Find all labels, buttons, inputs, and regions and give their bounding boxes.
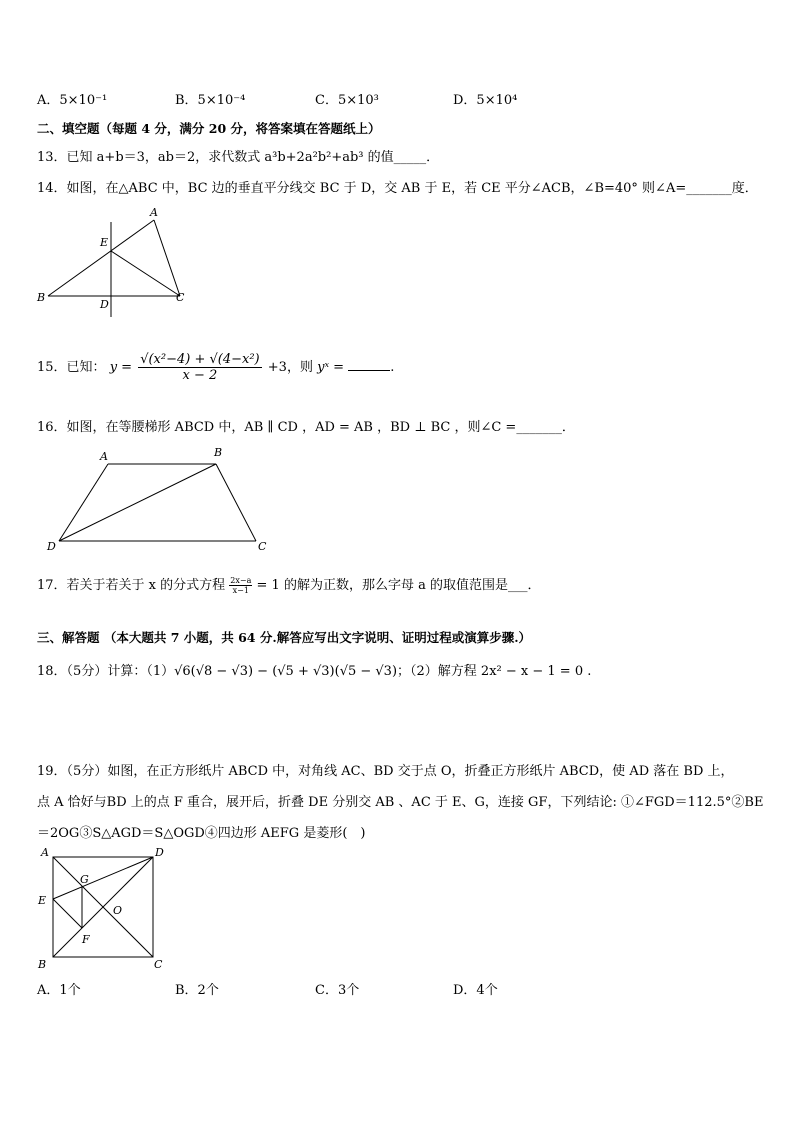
question-16: 16．如图，在等腰梯形 ABCD 中，AB ∥ CD ，AD = AB ，BD ⊥ BC ，则∠C =_______．	[37, 420, 575, 435]
question-18: 18．（5分）计算：（1）√6(√8 − √3) − (√5 + √3)(√5 − √3)；（2）解方程 2x² − x − 1 = 0 .	[37, 664, 592, 679]
question-17	[37, 574, 540, 595]
q19-label-c: C	[154, 958, 163, 971]
q14-label-b: B	[37, 291, 46, 304]
q16-label-d: D	[47, 540, 56, 553]
q19-figure	[33, 842, 173, 972]
question-19-line1: 19．（5分）如图，在正方形纸片 ABCD 中，对角线 AC、BD 交于点 O，折叠正方形纸片 ABCD，使 AD 落在 BD 上，	[37, 764, 734, 779]
q17-eq: = 1	[256, 578, 280, 593]
q17-frac-den: x−1	[232, 586, 249, 595]
q19-label-e: E	[38, 894, 47, 907]
q14-label-d: D	[100, 298, 109, 311]
q19-option-b: B．2个	[175, 983, 219, 998]
q19-label-o: O	[113, 904, 123, 917]
q14-segment-ac	[154, 220, 180, 296]
q19-option-a: A．1个	[37, 983, 81, 998]
q17-frac-num: 2x−a	[230, 576, 252, 585]
q16-label-a: A	[100, 450, 108, 463]
q15-plus3: +3，则	[267, 360, 313, 375]
q12-option-a: A．5×10⁻¹	[37, 93, 108, 108]
q19-label-a: A	[41, 846, 49, 859]
q17-before: 17．若关于若关于 x 的分式方程	[37, 578, 226, 593]
section-2-title: 二、填空题（每题 4 分，满分 20 分，将答案填在答题纸上）	[37, 121, 381, 136]
q15-fraction	[138, 352, 261, 383]
q19-segment-ef	[53, 899, 82, 928]
q14-label-e: E	[100, 236, 109, 249]
q16-segment-bc	[216, 464, 256, 541]
q14-label-a: A	[150, 206, 158, 219]
q14-label-c: C	[176, 291, 185, 304]
q12-option-d: D．5×10⁴	[453, 93, 518, 108]
q19-label-f: F	[82, 933, 90, 946]
q19-segment-de	[53, 857, 153, 899]
q17-fraction	[229, 576, 252, 595]
q12-option-b: B．5×10⁻⁴	[175, 93, 246, 108]
q16-figure	[40, 444, 280, 554]
q16-label-c: C	[258, 540, 267, 553]
q15-y-pow: yˣ =	[317, 360, 345, 375]
q19-option-c: C．3个	[315, 983, 360, 998]
q17-after: 的解为正数，那么字母 a 的取值范围是___．	[283, 578, 541, 593]
q16-label-b: B	[214, 446, 223, 459]
q15-y-eq: y =	[109, 360, 133, 375]
question-19-line2: 点 A 恰好与BD 上的点 F 重合，展开后，折叠 DE 分别交 AB 、AC 于 E、G，连接 GF，下列结论: ①∠FGD＝112.5°②BE	[37, 795, 764, 810]
q19-label-g: G	[80, 873, 89, 886]
q15-end: .	[390, 360, 395, 375]
q19-option-d: D．4个	[453, 983, 498, 998]
section-3-title: 三、解答题 （本大题共 7 小题，共 64 分.解答应写出文字说明、证明过程或演算步骤.）	[37, 630, 532, 645]
question-13: 13．已知 a+b＝3，ab＝2，求代数式 a³b+2a²b²+ab³ 的值_____．	[37, 150, 440, 165]
q14-segment-ce	[111, 251, 180, 296]
question-15	[37, 352, 394, 383]
q12-option-c: C．5×10³	[315, 93, 379, 108]
q15-answer-blank	[348, 370, 390, 371]
q19-label-b: B	[38, 958, 47, 971]
q19-label-d: D	[155, 846, 164, 859]
q14-figure	[30, 200, 200, 320]
q15-numerator: √(x²−4) + √(4−x²)	[140, 352, 260, 367]
q14-segment-ba	[48, 220, 154, 296]
question-19-line3: ＝2OG③S△AGD＝S△OGD④四边形 AEFG 是菱形( )	[37, 826, 366, 841]
q16-segment-bd	[59, 464, 216, 541]
q15-prefix: 15．已知：	[37, 360, 106, 375]
question-14: 14．如图，在△ABC 中，BC 边的垂直平分线交 BC 于 D，交 AB 于 E，若 CE 平分∠ACB，∠B=40° 则∠A=_______度．	[37, 181, 758, 196]
q15-denominator: x − 2	[182, 368, 218, 383]
